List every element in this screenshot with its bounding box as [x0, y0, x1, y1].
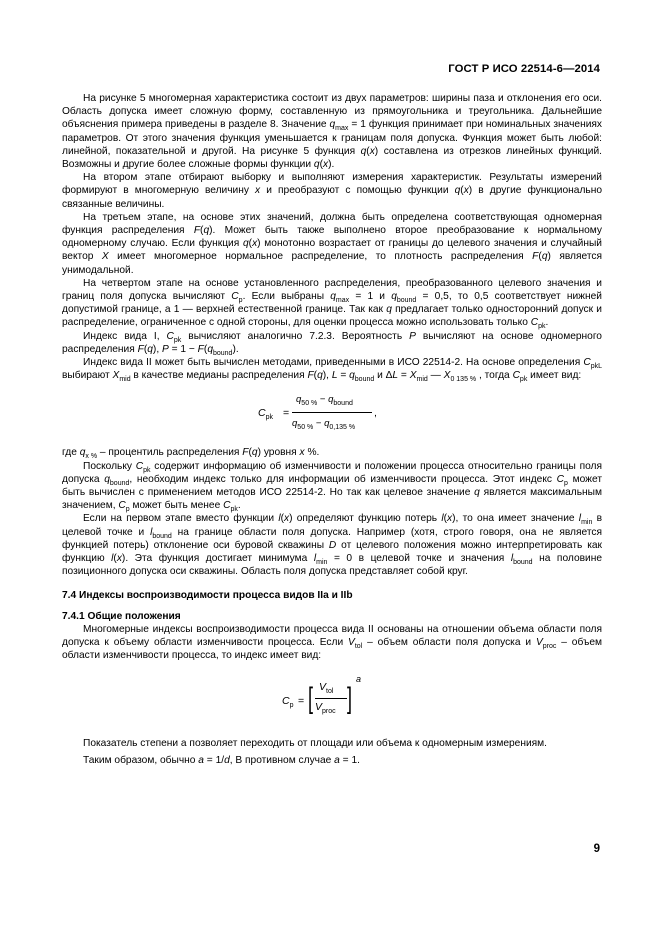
formula-equals: =: [283, 407, 290, 420]
paragraph: На втором этапе отбирают выборку и выполняют измерения характеристик. Результаты измерений формируют в многомерную величину x и преобразуют с помощью функции q(x) в другие функционально связанные величины.: [62, 172, 602, 210]
formula-cp: [62, 675, 602, 727]
section-heading: 7.4 Индексы воспроизводимости процесса видов IIa и IIb: [62, 589, 353, 601]
document-body: [62, 92, 602, 767]
left-bracket: [: [308, 681, 314, 715]
formula-equals: =: [298, 694, 305, 707]
formula-lhs: $C_{pk}$: [258, 407, 273, 422]
paragraph: На четвертом этапе на основе установленного распределения, преобразованного целевого значения и границ поля допуска вычисляют $C_p$. Если выбраны $q_{max} = 1$ и $q_{bound} = 0,5$, то 0,5 соответствует нижней допустимой границе, а 1 — верхней естественной границе. Так как q предлагает только односторонний допуск и распределение, ограниченное с одной стороны, для оценки процесса можно использовать только $C_{pk}$.: [62, 277, 602, 331]
document-header: ГОСТ Р ИСО 22514-6—2014: [448, 63, 600, 75]
formula-denominator: $V_{proc}$: [315, 700, 336, 715]
page-number: 9: [593, 843, 600, 855]
right-bracket: ]: [347, 681, 353, 715]
formula-exponent: a: [356, 673, 362, 684]
subsection-heading: 7.4.1 Общие положения: [62, 610, 181, 622]
paragraph: Поскольку $C_{pk}$ содержит информацию об изменчивости и положении процесса относительно границы поля допуска $q_{bound}$, необходим индекс только для информации об изменчивости процесса. Этот индекс $C_p$ может быть вычислен с применением методов ИСО 22514-2. Но так как целевое значение q является максимальным значением, $C_p$ может быть менее $C_{pk}$.: [62, 460, 602, 514]
fraction-bar: [315, 698, 347, 699]
paragraph: Показатель степени a позволяет переходить от площади или объема к одномерным измерениям.: [83, 737, 548, 749]
paragraph: Таким образом, обычно a = 1/d, В противном случае a = 1.: [83, 754, 360, 766]
paragraph: На рисунке 5 многомерная характеристика состоит из двух параметров: ширины паза и отклонения его оси. Область допуска имеет сложную форму, составленную из прямоугольника и треугольника. Дальнейшие объяснения примера приведены в разделе 8. Значение $q_{max} = 1$ функция принимает при номинальных значениях параметров. От этого значения функция уменьшается к границам поля допуска. Функция может быть любой: линейной, показательной и другой. На рисунке 5 функция q(x) составлена из отрезков линейных функций. Возможны и другие более сложные формы функции q(x).: [62, 93, 603, 171]
paragraph: где $q_{x \%}$ – процентиль распределения F(q) уровня x %.: [62, 447, 320, 461]
formula-comma: ,: [374, 407, 377, 420]
paragraph: Индекс вида I, $C_{pk}$ вычисляют аналогично 7.2.3. Вероятность P вычисляют на основе одномерного распределения F(q), $P = 1 - F(q_{bound})$.: [62, 330, 602, 357]
formula-cpk: [62, 388, 602, 442]
fraction-bar: [292, 412, 372, 413]
paragraph: Индекс вида II может быть вычислен методами, приведенными в ИСО 22514-2. На основе определения $C_{pkL}$ выбирают $X_{mid}$ в качестве медианы распределения F(q), $L = q_{bound}$ и $\Delta L = X_{mid}$ — $X_{0 135 \%}$ , тогда $C_{pk}$ имеет вид:: [62, 357, 602, 384]
paragraph: На третьем этапе, на основе этих значений, должна быть определена соответствующая одномерная функция распределения F(q). Может быть также выполнено второе преобразование к нормальному одномерному случаю. Если функция q(x) монотонно возрастает от границы до целевого значения и случайный вектор X имеет многомерное нормальное распределение, то плотность распределения F(q) является унимодальной.: [62, 211, 602, 276]
formula-numerator: $q_{50 \%} - q_{bound}$: [296, 394, 353, 408]
formula-lhs: $C_p$: [282, 694, 294, 709]
formula-numerator: $V_{tol}$: [319, 680, 334, 695]
paragraph: Если на первом этапе вместо функции l(x) определяют функцию потерь l(x), то она имеет значение $l_{min}$ в целевой точке и $l_{bound}$ на границе области поля допуска. Например (хотя, строго говоря, она не является функцией потерь) отклонение оси буровой скважины D от целевого положения можно интерпретировать как функцию l(x). Эта функция достигает минимума $l_{min} = 0$ в целевой точке и значения $l_{bound}$ на половине позиционного допуска оси скважины. Область поля допуска представляет собой круг.: [62, 513, 603, 578]
formula-denominator: $q_{50 \%} - q_{0,135 \%}$: [292, 418, 356, 432]
paragraph: Многомерные индексы воспроизводимости процесса вида II основаны на отношении объема области поля допуска к объему области изменчивости процесса. Если $V_{tol}$ – объем области поля допуска и $V_{proc}$ – объем области изменчивости процесса, то индекс имеет вид:: [62, 623, 603, 662]
